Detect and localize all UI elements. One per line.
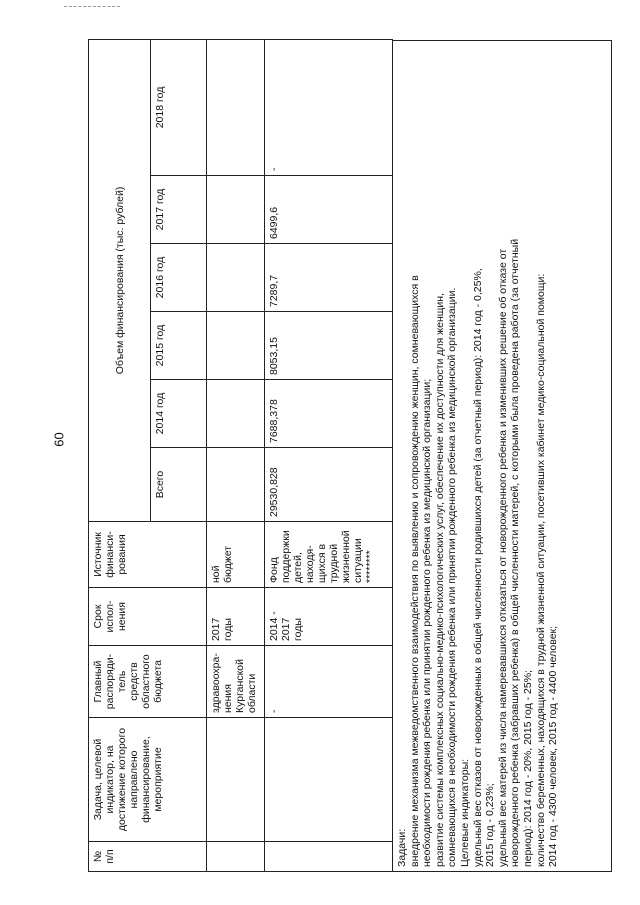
row-source: ной бюджет <box>207 522 265 588</box>
row-2015 <box>207 312 265 380</box>
header-2017: 2017 год <box>151 176 207 244</box>
header-task: Задача, целевой индикатор, на достижение которого направлено финансирование, мероприятие <box>89 718 207 842</box>
text-line: новорожденного ребенка (забравших ребенка) в общей численности матерей, с которыми была проведена работа (за отчетный <box>509 238 522 867</box>
tasks-and-indicators <box>392 40 612 872</box>
text-line: развитие системы комплексных социально-медико-психологических услуг, обеспечение их доступности для женщин, <box>433 293 446 867</box>
text-line: период): 2014 год - 20%, 2015 год - 25%; <box>521 670 534 867</box>
header-term: Срок испол-нения <box>89 588 207 646</box>
table-row <box>265 39 393 871</box>
row-2014 <box>207 380 265 448</box>
row-2016 <box>207 244 265 312</box>
header-source: Источник финанси-рования <box>89 522 207 588</box>
financing-table <box>88 39 393 872</box>
row-total <box>207 448 265 522</box>
row-term: 2014 - 2017 годы <box>265 588 393 646</box>
row-2017 <box>207 176 265 244</box>
header-num: № п/п <box>89 842 207 872</box>
header-total: Всего <box>151 448 207 522</box>
row-2015: 8053,15 <box>265 312 393 380</box>
row-manager: - <box>265 646 393 718</box>
text-line: удельный вес отказов от новорожденных в общей численности родившихся детей (за отчетный период): 2014 год - 0,25%, <box>471 268 484 867</box>
row-source: Фонд поддержки детей, находя-щихся в трудной жизненной ситуации ******** <box>265 522 393 588</box>
text-line: 2014 год - 4300 человек, 2015 год - 4400 человек; <box>547 625 560 867</box>
row-2018 <box>207 39 265 175</box>
row-manager: здравоохра-нения Курганской области <box>207 646 265 718</box>
header-2014: 2014 год <box>151 380 207 448</box>
table-row <box>207 39 265 871</box>
header-volume: Объем финансирования (тыс. рублей) <box>89 39 151 521</box>
header-2015: 2015 год <box>151 312 207 380</box>
row-num <box>265 842 393 872</box>
text-line: удельный вес матерей из числа намеревавшихся отказаться от новорожденного ребенка и изменивших решение об отказе от <box>496 248 509 867</box>
header-2018: 2018 год <box>151 39 207 175</box>
text-line: необходимости рождения ребенка или принятии рожденного ребенка из медицинской организации; <box>421 378 434 867</box>
row-num <box>207 842 265 872</box>
row-total: 29530,828 <box>265 448 393 522</box>
text-line: внедрение механизма межведомственного взаимодействия по выявлению и сопровождению женщин, сомневающихся в <box>408 275 421 867</box>
row-task <box>265 718 393 842</box>
text-line: Целевые индикаторы: <box>458 758 471 867</box>
text-line: Задачи: <box>396 828 408 867</box>
text-line: количество беременных, находящихся в трудной жизненной ситуации, посетивших кабинет медико-социальной помощи: <box>534 273 547 867</box>
row-2014: 7688,378 <box>265 380 393 448</box>
row-task <box>207 718 265 842</box>
header-2016: 2016 год <box>151 244 207 312</box>
page-number: 60 <box>51 432 67 447</box>
row-2018: - <box>265 39 393 175</box>
row-2017: 6499,6 <box>265 176 393 244</box>
row-term: 2017 годы <box>207 588 265 646</box>
rotated-page <box>88 40 612 872</box>
header-manager: Главный распоряди-тель средств областного бюджета <box>89 646 207 718</box>
text-line: сомневающихся в необходимости рождения ребенка или принятии рожденного ребенка из медицинской организации. <box>446 287 459 867</box>
text-line: 2015 год - 0,23%; <box>484 783 497 867</box>
row-2016: 7289,7 <box>265 244 393 312</box>
header-mark <box>64 6 120 7</box>
